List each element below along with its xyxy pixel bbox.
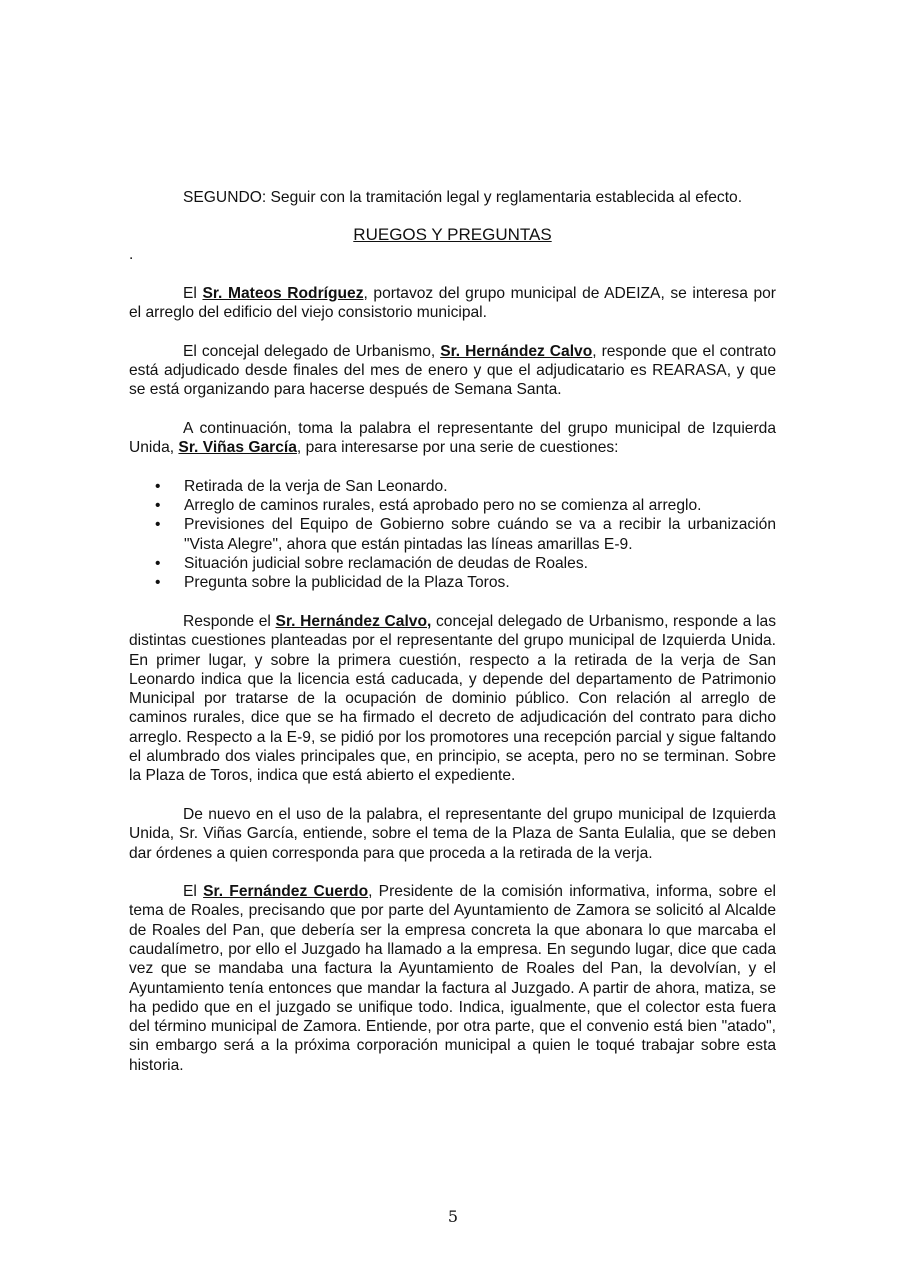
list-item-text: Retirada de la verja de San Leonardo. <box>184 477 448 495</box>
bullet-icon: • <box>155 516 161 534</box>
list-item <box>129 554 776 573</box>
list-item-text: Situación judicial sobre reclamación de deudas de Roales. <box>184 555 588 573</box>
speaker-name: Sr. Fernández Cuerdo <box>203 883 369 901</box>
bullet-icon: • <box>155 477 161 495</box>
paragraph-vinas-garcia-reply: De nuevo en el uso de la palabra, el representante del grupo municipal de Izquierda Unida, Sr. Viñas García, entiende, sobre el tema de la Plaza de Santa Eulalia, que se deben dar órdenes a quien corresponda para que proceda a la retirada de la verja. <box>129 805 776 862</box>
stray-dot: . <box>129 246 134 264</box>
text-segment: , portavoz del grupo municipal de ADEIZA, se interesa por el arreglo del edificio del viejo consistorio municipal. <box>129 284 776 322</box>
paragraph-hernandez-calvo-answers <box>129 612 776 786</box>
text-segment: , para interesarse por una serie de cuestiones: <box>296 439 619 457</box>
bullet-icon: • <box>155 555 161 573</box>
list-item-text: Arreglo de caminos rurales, está aprobado pero no se comienza al arreglo. <box>184 497 702 515</box>
list-item-text: Previsiones del Equipo de Gobierno sobre cuándo se va a recibir la urbanización "Vista Alegre", ahora que están pintadas las líneas amarillas E-9. <box>184 516 776 553</box>
paragraph-hernandez-calvo-response <box>129 342 776 400</box>
list-item <box>129 573 776 592</box>
speaker-name: Sr. Hernández Calvo, <box>275 612 432 630</box>
text-segment: El <box>183 284 203 302</box>
list-item-text: Pregunta sobre la publicidad de la Plaza Toros. <box>184 574 510 592</box>
bullet-icon: • <box>155 574 161 592</box>
text-segment: A continuación, toma la palabra el representante del grupo municipal de Izquierda Unida, <box>129 419 776 457</box>
bullet-icon: • <box>155 497 161 515</box>
list-item <box>129 496 776 515</box>
paragraph-mateos-rodriguez <box>129 284 776 323</box>
paragraph-segundo: SEGUNDO: Seguir con la tramitación legal y reglamentaria establecida al efecto. <box>183 189 743 206</box>
list-item <box>129 477 776 496</box>
text-segment: El concejal delegado de Urbanismo, <box>183 342 441 360</box>
page-number: 5 <box>447 1207 459 1226</box>
speaker-name: Sr. Viñas García <box>178 439 297 457</box>
text-segment: concejal delegado de Urbanismo, responde a las distintas cuestiones planteadas por el representante del grupo municipal de Izquierda Unida. En primer lugar, y sobre la primera cuestión, respecto a la retirada de la verja de San Leonardo indica que la licencia está caducada, y depende del departamento de Patrimonio Municipal por tratarse de la ocupación de dominio público. Con relación al arreglo de caminos rurales, dice que se ha firmado el decreto de adjudicación del contrato para dicho arreglo. Respecto a la E-9, se pidió por los promotores una recepción parcial y sigue faltando el alumbrado dos viales principales que, en principio, se acepta, pero no se terminan. Sobre la Plaza de Toros, indica que está abierto el expediente. <box>129 612 777 785</box>
section-heading-ruegos-y-preguntas: RUEGOS Y PREGUNTAS <box>353 225 552 245</box>
speaker-name: Sr. Hernández Calvo <box>440 342 593 360</box>
list-item <box>129 515 776 554</box>
text-segment: , Presidente de la comisión informativa, informa, sobre el tema de Roales, precisando que por parte del Ayuntamiento de Zamora se solicitó al Alcalde de Roales del Pan, que debería ser la empresa concreta la que abonara lo que marcaba el caudalímetro, por ello el Juzgado ha llamado a la empresa. En segundo lugar, dice que cada vez que se mandaba una factura la Ayuntamiento de Roales del Pan, la devolvían, y el Ayuntamiento tenía entonces que mandar la factura al Juzgado. A partir de ahora, matiza, se ha pedido que en el juzgado se unifique todo. Indica, igualmente, que el colector esta fuera del término municipal de Zamora. Entiende, por otra parte, que el convenio está bien "atado", sin embargo será a la próxima corporación municipal a quien le toqué trabajar sobre esta historia. <box>129 883 777 1074</box>
text-segment: El <box>183 883 204 901</box>
speaker-name: Sr. Mateos Rodríguez <box>202 284 364 302</box>
paragraph-fernandez-cuerdo <box>129 882 776 1075</box>
paragraph-vinas-garcia <box>129 419 776 458</box>
text-segment: Responde el <box>183 612 276 630</box>
text-segment: , responde que el contrato está adjudicado desde finales del mes de enero y que el adjudicatario es REARASA, y que se está organizando para hacerse después de Semana Santa. <box>129 342 777 399</box>
document-body <box>129 188 776 1075</box>
question-list <box>129 477 776 593</box>
